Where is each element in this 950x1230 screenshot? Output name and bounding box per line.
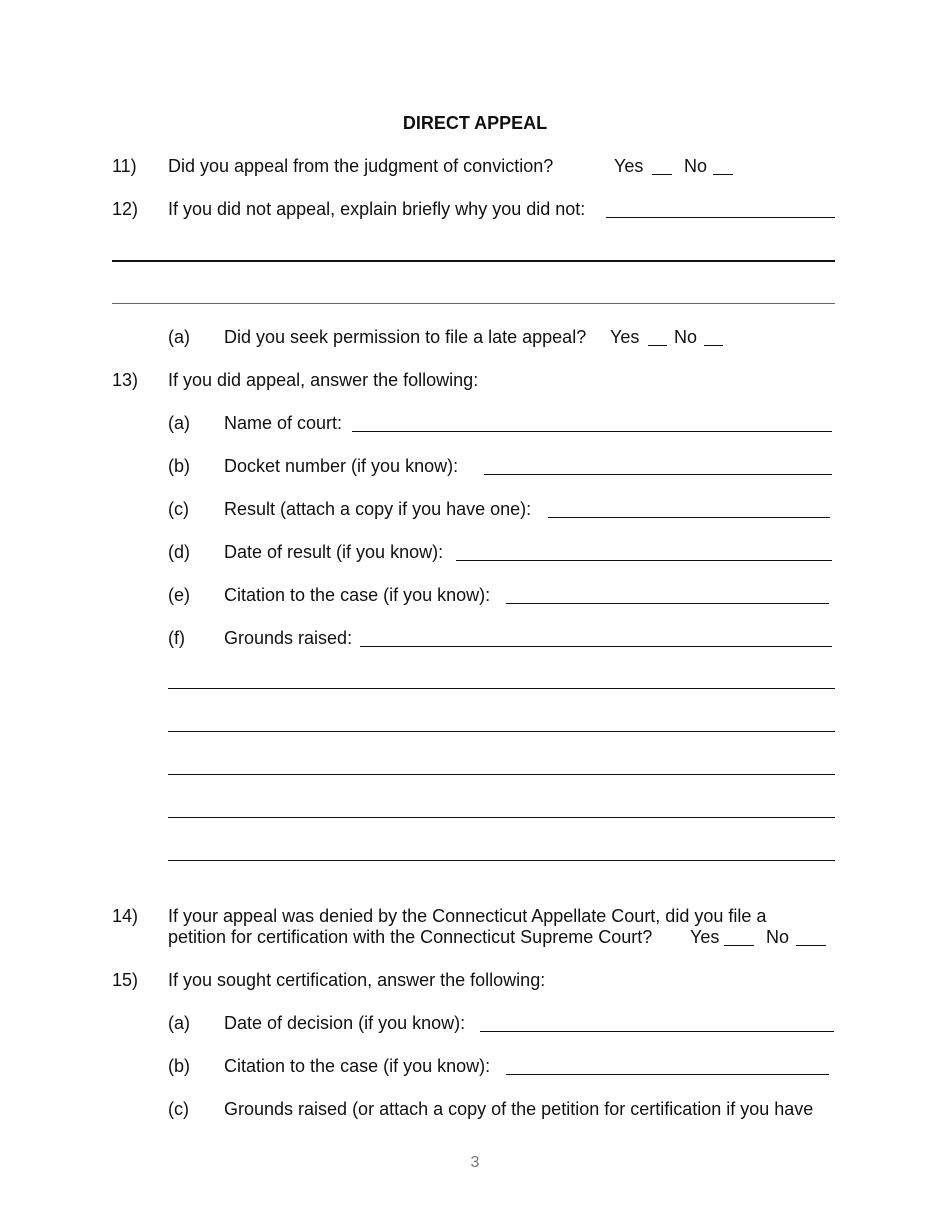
question-15b-text: Citation to the case (if you know):: [224, 1056, 491, 1076]
question-15b-answer-blank[interactable]: [506, 1074, 829, 1075]
question-13-text: If you did appeal, answer the following:: [168, 370, 479, 390]
question-13f-answer-line-4[interactable]: [168, 817, 835, 818]
question-13f-letter: (f): [168, 628, 185, 648]
question-13c-answer-blank[interactable]: [548, 517, 830, 518]
question-13d-text: Date of result (if you know):: [224, 542, 444, 562]
question-13b-text: Docket number (if you know):: [224, 456, 459, 476]
question-12a-no-label: No: [674, 327, 698, 347]
question-13d-letter: (d): [168, 542, 190, 562]
question-12-answer-line-2[interactable]: [112, 303, 835, 304]
question-13f-answer-line-3[interactable]: [168, 774, 835, 775]
question-14-text-line-2: petition for certification with the Connecticut Supreme Court?: [168, 927, 653, 947]
question-12-answer-blank[interactable]: [606, 217, 835, 218]
question-12-number: 12): [112, 199, 139, 219]
question-12a-text: Did you seek permission to file a late appeal?: [224, 327, 587, 347]
question-13e-letter: (e): [168, 585, 190, 605]
question-14-no-blank[interactable]: [796, 945, 826, 946]
question-15-number: 15): [112, 970, 139, 990]
question-13b-answer-blank[interactable]: [484, 474, 832, 475]
question-12a-yes-label: Yes: [610, 327, 640, 347]
question-15-text: If you sought certification, answer the following:: [168, 970, 546, 990]
question-11-text: Did you appeal from the judgment of conviction?: [168, 156, 554, 176]
question-15c-text: Grounds raised (or attach a copy of the petition for certification if you have: [224, 1099, 814, 1119]
question-15a-letter: (a): [168, 1013, 190, 1033]
question-12a-letter: (a): [168, 327, 190, 347]
question-13f-answer-line-2[interactable]: [168, 731, 835, 732]
question-15b-letter: (b): [168, 1056, 190, 1076]
question-13f-answer-blank[interactable]: [360, 646, 832, 647]
page-title: DIRECT APPEAL: [402, 113, 548, 133]
question-14-number: 14): [112, 906, 139, 926]
question-15c-letter: (c): [168, 1099, 189, 1119]
question-13e-answer-blank[interactable]: [506, 603, 829, 604]
question-13a-text: Name of court:: [224, 413, 343, 433]
question-14-no-label: No: [766, 927, 790, 947]
question-15a-answer-blank[interactable]: [480, 1031, 834, 1032]
question-13f-answer-line-5[interactable]: [168, 860, 835, 861]
question-11-number: 11): [112, 156, 137, 176]
question-11-yes-blank[interactable]: [652, 174, 672, 175]
question-13a-answer-blank[interactable]: [352, 431, 832, 432]
question-13e-text: Citation to the case (if you know):: [224, 585, 491, 605]
question-13c-letter: (c): [168, 499, 189, 519]
question-12-answer-line-1[interactable]: [112, 260, 835, 262]
question-11-no-label: No: [684, 156, 708, 176]
question-15a-text: Date of decision (if you know):: [224, 1013, 466, 1033]
question-14-yes-blank[interactable]: [724, 945, 754, 946]
question-13f-answer-line-1[interactable]: [168, 688, 835, 689]
question-12-text: If you did not appeal, explain briefly why you did not:: [168, 199, 586, 219]
question-12a-no-blank[interactable]: [704, 345, 723, 346]
question-13-number: 13): [112, 370, 139, 390]
question-12a-yes-blank[interactable]: [648, 345, 667, 346]
question-13c-text: Result (attach a copy if you have one):: [224, 499, 532, 519]
question-13d-answer-blank[interactable]: [456, 560, 832, 561]
question-13b-letter: (b): [168, 456, 190, 476]
question-14-text-line-1: If your appeal was denied by the Connecticut Appellate Court, did you file a: [168, 906, 767, 926]
question-13a-letter: (a): [168, 413, 190, 433]
page-number: 3: [470, 1154, 480, 1171]
question-14-yes-label: Yes: [690, 927, 720, 947]
question-13f-text: Grounds raised:: [224, 628, 353, 648]
question-11-yes-label: Yes: [614, 156, 644, 176]
question-11-no-blank[interactable]: [713, 174, 733, 175]
